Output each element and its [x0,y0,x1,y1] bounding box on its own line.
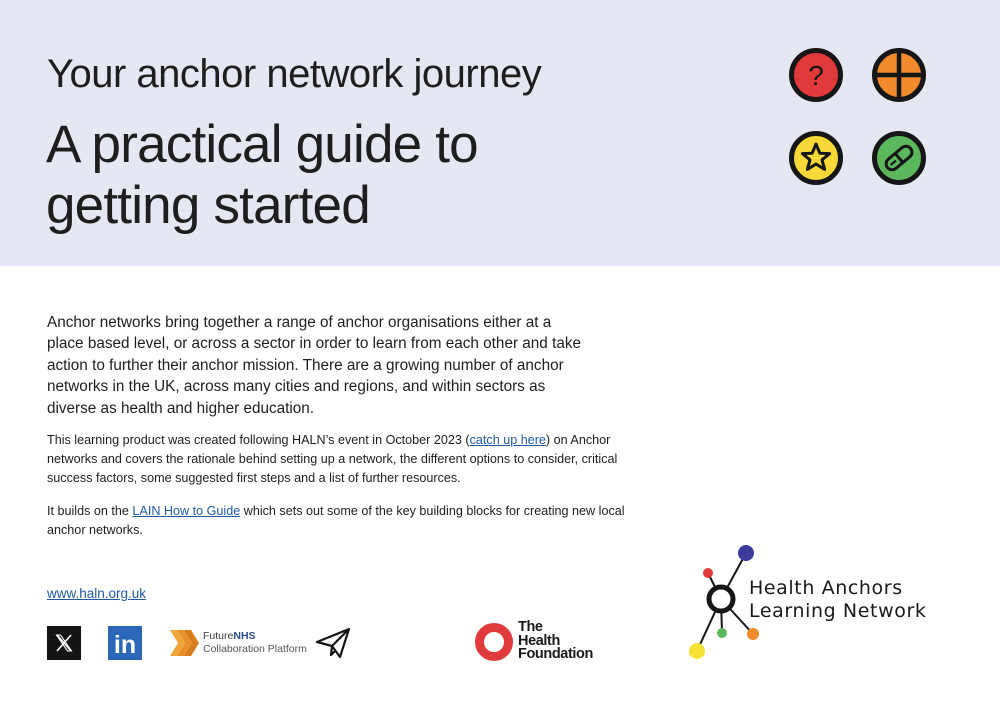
paper-plane-icon[interactable] [314,626,352,660]
linkedin-glyph: in [113,631,137,659]
futurenhs-subtitle: Collaboration Platform [203,643,307,655]
haln-line2: Learning Network [749,600,927,622]
health-foundation-logo-text [518,621,593,662]
website-link[interactable]: www.haln.org.uk [47,586,147,601]
page-title: A practical guide to getting started [46,115,478,235]
page-subtitle: Your anchor network journey [47,52,542,96]
futurenhs-name [203,630,256,642]
event-text-after: ) on Anchor networks and covers the rationale behind setting up a network, the different options to consider, critical success factors, some suggested first steps and a list of further resources. [47,433,618,485]
futurenhs-suffix: NHS [233,630,256,642]
futurenhs-prefix: Future [203,630,234,642]
catch-up-link[interactable]: catch up here [469,433,546,447]
header-banner [0,0,1000,266]
chevrons-icon [170,630,200,656]
haln-logo-text [749,577,926,623]
lain-guide-link[interactable]: LAIN How to Guide [132,504,241,518]
lain-text-before: It builds on the [47,504,133,518]
linkedin-icon[interactable] [108,626,142,660]
pill-icon [872,131,926,185]
event-text-before: This learning product was created following HALN’s event in October 2023 ( [47,433,470,447]
question-glyph: ? [808,60,824,91]
lain-text-after: which sets out some of the key building blocks for creating new local anchor networks. [47,504,625,537]
question-icon [789,48,843,102]
futurenhs-logo[interactable] [170,627,310,659]
event-paragraph [47,431,647,488]
intro-paragraph: Anchor networks bring together a range of anchor organisations either at a place based level, or across a sector in order to learn from each other and take action to further their anchor mission. There are a growing number of anchor networks in the UK, across many cities and regions, and within sectors as diverse as health and higher education. [47,314,581,417]
thf-line1: The [518,619,543,635]
thf-line2: Health [518,632,560,649]
x-icon[interactable] [47,626,81,660]
thf-line3: Foundation [518,646,593,663]
star-icon [789,131,843,185]
crosshair-icon [872,48,926,102]
health-foundation-ring-icon [474,622,514,662]
haln-line1: Health Anchors [749,577,903,599]
lain-paragraph [47,502,647,540]
